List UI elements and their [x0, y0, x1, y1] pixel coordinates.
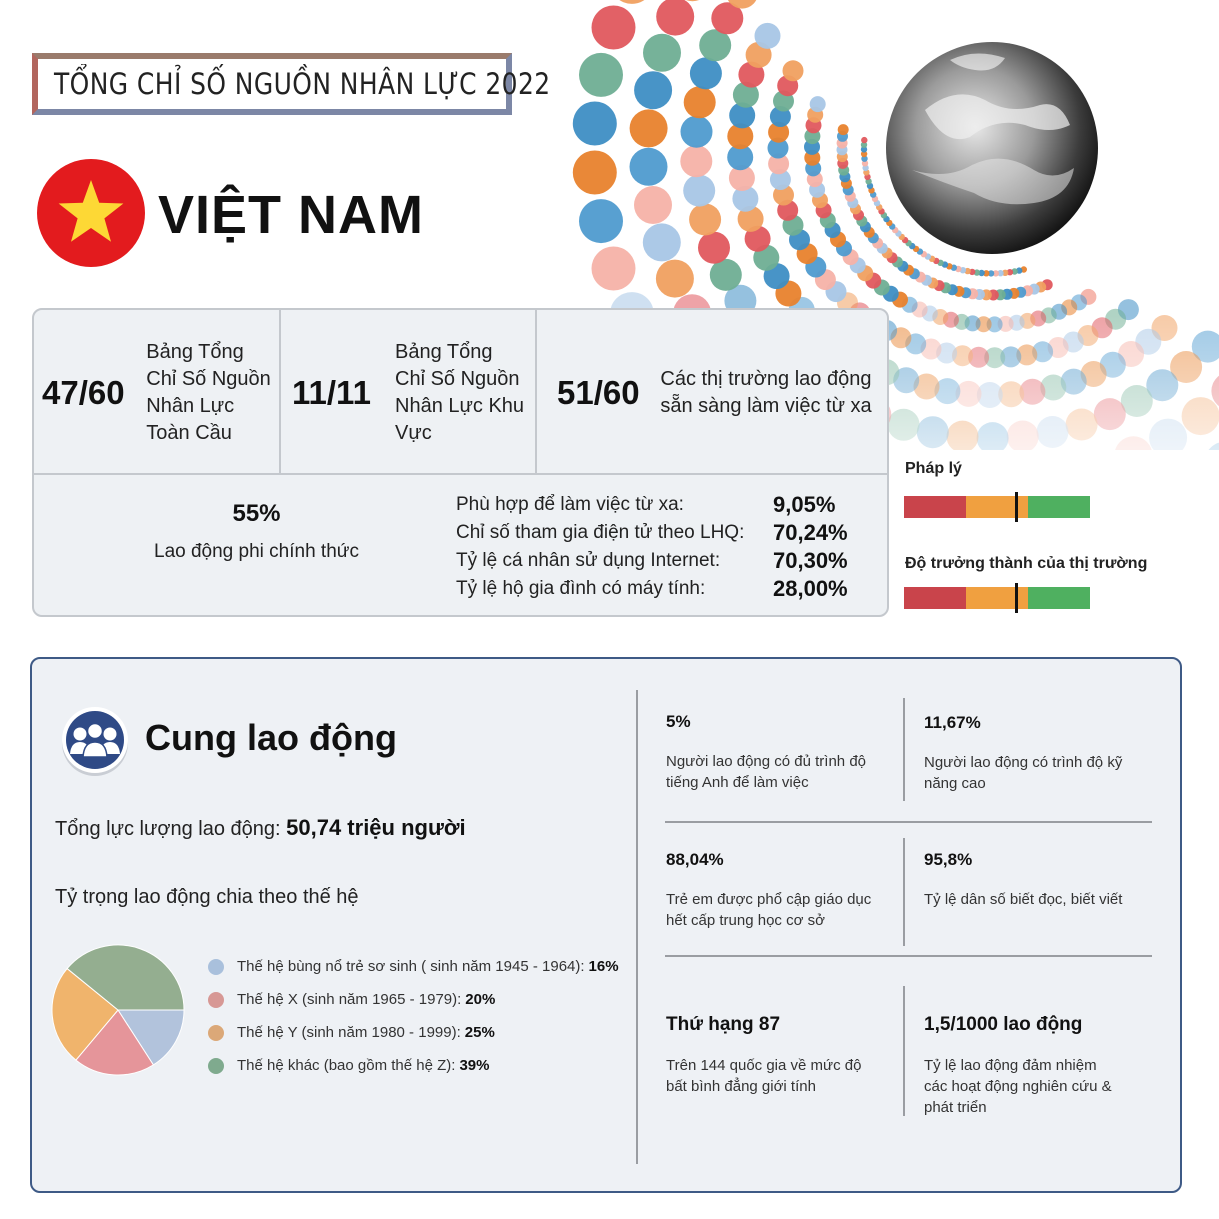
legend-value: 39% — [459, 1057, 490, 1074]
ranking-label: Bảng Tổng Chỉ Số Nguồn Nhân Lực Khu Vực — [395, 340, 525, 444]
stat-skilled — [924, 713, 1124, 794]
legend-label: Thế hệ X (sinh năm 1965 - 1979): — [237, 991, 462, 1008]
metric-label: Phù hợp để làm việc từ xa: — [456, 494, 684, 515]
stat-desc: Người lao động có trình độ kỹ năng cao — [924, 754, 1123, 792]
metric-value: 9,05% — [773, 492, 836, 517]
ranking-value: 47/60 — [42, 373, 125, 411]
stat-english — [666, 712, 896, 793]
ranking-label: Các thị trường lao động sẵn sàng làm việc từ xa — [660, 367, 872, 417]
gauge-legal-label: Pháp lý — [905, 460, 962, 477]
stat-desc: Trẻ em được phổ cập giáo dục hết cấp trung học cơ sở — [666, 891, 872, 929]
legend-label: Thế hệ bùng nổ trẻ sơ sinh ( sinh năm 1945 - 1964): — [237, 958, 585, 975]
informal-labor — [134, 500, 379, 563]
legend-dot — [208, 1025, 224, 1041]
title-banner — [32, 53, 551, 115]
legend-item — [208, 1016, 619, 1049]
stat-desc: Người lao động có đủ trình độ tiếng Anh để làm việc — [666, 753, 867, 791]
metric-row — [456, 520, 866, 548]
legend-item — [208, 1049, 619, 1082]
ranking-global — [34, 310, 281, 475]
total-value: 50,74 triệu người — [286, 815, 466, 840]
legend-value: 25% — [464, 1024, 495, 1041]
people-icon — [58, 703, 132, 777]
informal-value: 55% — [232, 500, 281, 527]
metric-row — [456, 492, 866, 520]
metrics-list — [456, 492, 866, 604]
vietnam-flag-icon — [36, 158, 146, 268]
total-labor-force — [55, 815, 466, 841]
stat-value: 88,04% — [666, 850, 724, 869]
generation-title: Tỷ trọng lao động chia theo thế hệ — [55, 886, 359, 908]
legend-item — [208, 983, 619, 1016]
ranking-regional — [281, 310, 537, 475]
stat-desc: Tỷ lệ dân số biết đọc, biết viết — [924, 891, 1123, 908]
informal-label: Lao động phi chính thức — [154, 541, 359, 562]
gauge-legal-bar — [904, 496, 1090, 518]
stat-value: 95,8% — [924, 850, 973, 869]
gauge-market-bar — [904, 587, 1090, 609]
generation-legend — [208, 950, 619, 1082]
metric-label: Tỷ lệ hộ gia đình có máy tính: — [456, 578, 706, 599]
stat-value: 5% — [666, 712, 691, 731]
stat-desc: Trên 144 quốc gia về mức độ bất bình đẳng giới tính — [666, 1057, 862, 1095]
ranking-value: 11/11 — [292, 373, 371, 411]
legend-item — [208, 950, 619, 983]
legend-dot — [208, 1058, 224, 1074]
legend-dot — [208, 959, 224, 975]
ranking-remote — [537, 310, 889, 475]
divider-vertical — [903, 698, 905, 801]
gauge-segment-low — [904, 587, 966, 609]
gauge-segment-mid — [966, 496, 1028, 518]
total-label: Tổng lực lượng lao động: — [55, 818, 281, 840]
stat-value: Thứ hạng 87 — [666, 1014, 781, 1035]
metric-row — [456, 576, 866, 604]
gauge-segment-high — [1028, 587, 1090, 609]
metric-value: 70,24% — [773, 520, 848, 545]
ranking-panel — [32, 308, 889, 617]
gauge-market-marker — [1015, 583, 1018, 613]
stat-value: 1,5/1000 lao động — [924, 1014, 1083, 1035]
stat-value: 11,67% — [924, 713, 981, 732]
legend-value: 16% — [588, 958, 619, 975]
metric-label: Chỉ số tham gia điện tử theo LHQ: — [456, 522, 745, 543]
divider-horizontal — [665, 821, 1152, 823]
metric-row — [456, 548, 866, 576]
stat-gender-rank — [666, 1014, 881, 1097]
divider-vertical — [636, 690, 638, 1164]
legend-label: Thế hệ Y (sinh năm 1980 - 1999): — [237, 1024, 461, 1041]
legend-value: 20% — [465, 991, 496, 1008]
country-name: VIỆT NAM — [158, 185, 425, 245]
divider-horizontal — [665, 955, 1152, 957]
ranking-value: 51/60 — [557, 373, 640, 411]
legend-dot — [208, 992, 224, 1008]
stat-rnd — [924, 1014, 1124, 1118]
labor-supply-title: Cung lao động — [145, 717, 397, 758]
ranking-label: Bảng Tổng Chỉ Số Nguồn Nhân Lực Toàn Cầu — [146, 340, 271, 444]
divider-vertical — [903, 838, 905, 946]
gauge-segment-high — [1028, 496, 1090, 518]
metric-value: 28,00% — [773, 576, 848, 601]
metric-value: 70,30% — [773, 548, 848, 573]
gauge-legal-marker — [1015, 492, 1018, 522]
stat-education — [666, 850, 891, 931]
stat-desc: Tỷ lệ lao động đảm nhiệm các hoạt động nghiên cứu & phát triển — [924, 1057, 1112, 1116]
gauge-market-label: Độ trưởng thành của thị trường — [905, 555, 1148, 572]
metric-label: Tỷ lệ cá nhân sử dụng Internet: — [456, 550, 721, 571]
legend-label: Thế hệ khác (bao gồm thế hệ Z): — [237, 1057, 456, 1074]
page-title: TỔNG CHỈ SỐ NGUỒN NHÂN LỰC 2022 — [54, 67, 551, 101]
stat-literacy — [924, 850, 1144, 910]
gauge-segment-low — [904, 496, 966, 518]
gauge-segment-mid — [966, 587, 1028, 609]
divider-vertical — [903, 986, 905, 1116]
generation-pie-chart — [50, 915, 186, 1081]
